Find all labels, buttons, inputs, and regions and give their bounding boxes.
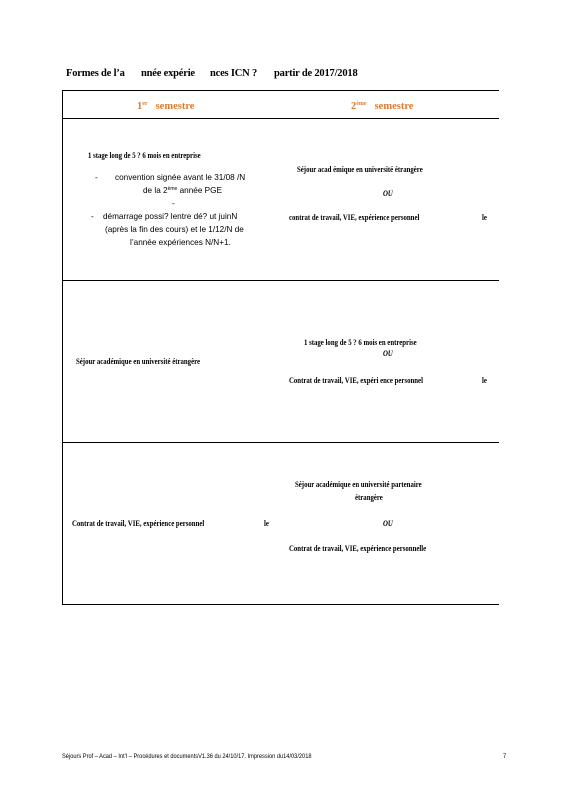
row1-bullet1-line2-pre: de la 2 bbox=[143, 186, 168, 195]
row1-left-heading: 1 stage long de 5 ? 6 mois en entreprise bbox=[88, 151, 201, 160]
row3-right-line3: Contrat de travail, VIE, expérience personnelle bbox=[289, 544, 427, 553]
row3-left-line1: Contrat de travail, VIE, expérience personnel bbox=[72, 519, 205, 528]
footer-text: Séjours Prof – Acad – Int’l – Procédures et documentsV1.36 du 24/10/17. Impression du14/03/2018 bbox=[62, 753, 312, 760]
row1-bullet1-line2-post: année PGE bbox=[177, 186, 222, 195]
row1-bullet2-line3: l’année expériences N/N+1. bbox=[130, 238, 231, 247]
semester-2-header bbox=[351, 101, 413, 112]
row1-bullet2-dash: - bbox=[91, 212, 94, 221]
row1-bullet2-dash-top: - bbox=[172, 199, 175, 208]
page-number: 7 bbox=[503, 753, 507, 760]
semester-1-number: 1 bbox=[137, 101, 143, 112]
row3-right-line2: étrangère bbox=[355, 493, 383, 502]
row1-bullet1-dash: - bbox=[95, 173, 98, 182]
table-bottom-border bbox=[62, 604, 499, 605]
row1-bullet1-line1: convention signée avant le 31/08 /N bbox=[115, 173, 246, 182]
semester-1-header bbox=[137, 101, 194, 112]
row1-bottom-border bbox=[62, 280, 499, 281]
row2-right-line2: Contrat de travail, VIE, expéri ence personnel bbox=[289, 376, 423, 385]
table-top-border bbox=[62, 90, 499, 91]
title-part-2: nnée expérie bbox=[141, 68, 195, 79]
semester-1-sup: er bbox=[142, 101, 148, 107]
row3-left-line1-tail: le bbox=[264, 519, 269, 528]
semester-2-sup: ème bbox=[356, 101, 367, 107]
row1-right-line1: Séjour acad émique en université étrangère bbox=[297, 165, 423, 174]
row1-bullet2-line2: (après la fin des cours) et le 1/12/N de bbox=[105, 225, 244, 234]
row2-bottom-border bbox=[62, 442, 499, 443]
semester-2-number: 2 bbox=[351, 101, 357, 112]
title-part-3: nces ICN ? bbox=[210, 68, 257, 79]
row1-right-line2-tail: le bbox=[482, 213, 487, 222]
row1-right-ou: OU bbox=[383, 189, 393, 198]
row1-bullet1-line2 bbox=[143, 186, 222, 195]
left-border bbox=[62, 90, 63, 605]
semester-2-label: semestre bbox=[374, 101, 414, 112]
row2-right-line1: 1 stage long de 5 ? 6 mois en entreprise bbox=[304, 338, 417, 347]
title-part-4: partir de 2017/2018 bbox=[274, 68, 358, 79]
row2-right-line2-tail: le bbox=[482, 376, 487, 385]
row1-bullet2-line1: démarrage possi? lentre dé? ut juinN bbox=[103, 212, 238, 221]
semester-1-label: semestre bbox=[155, 101, 195, 112]
row2-right-ou: OU bbox=[383, 349, 393, 358]
row2-left-line1: Séjour académique en université étrangère bbox=[76, 357, 201, 366]
row1-bullet1-line2-sup: ème bbox=[167, 186, 178, 192]
header-bottom-border bbox=[62, 118, 499, 119]
title-part-1: Formes de l’a bbox=[66, 68, 125, 79]
row3-right-line1: Séjour académique en université partenaire bbox=[295, 480, 422, 489]
row1-right-line2: contrat de travail, VIE, expérience personnel bbox=[289, 213, 420, 222]
row3-right-ou: OU bbox=[383, 519, 393, 528]
